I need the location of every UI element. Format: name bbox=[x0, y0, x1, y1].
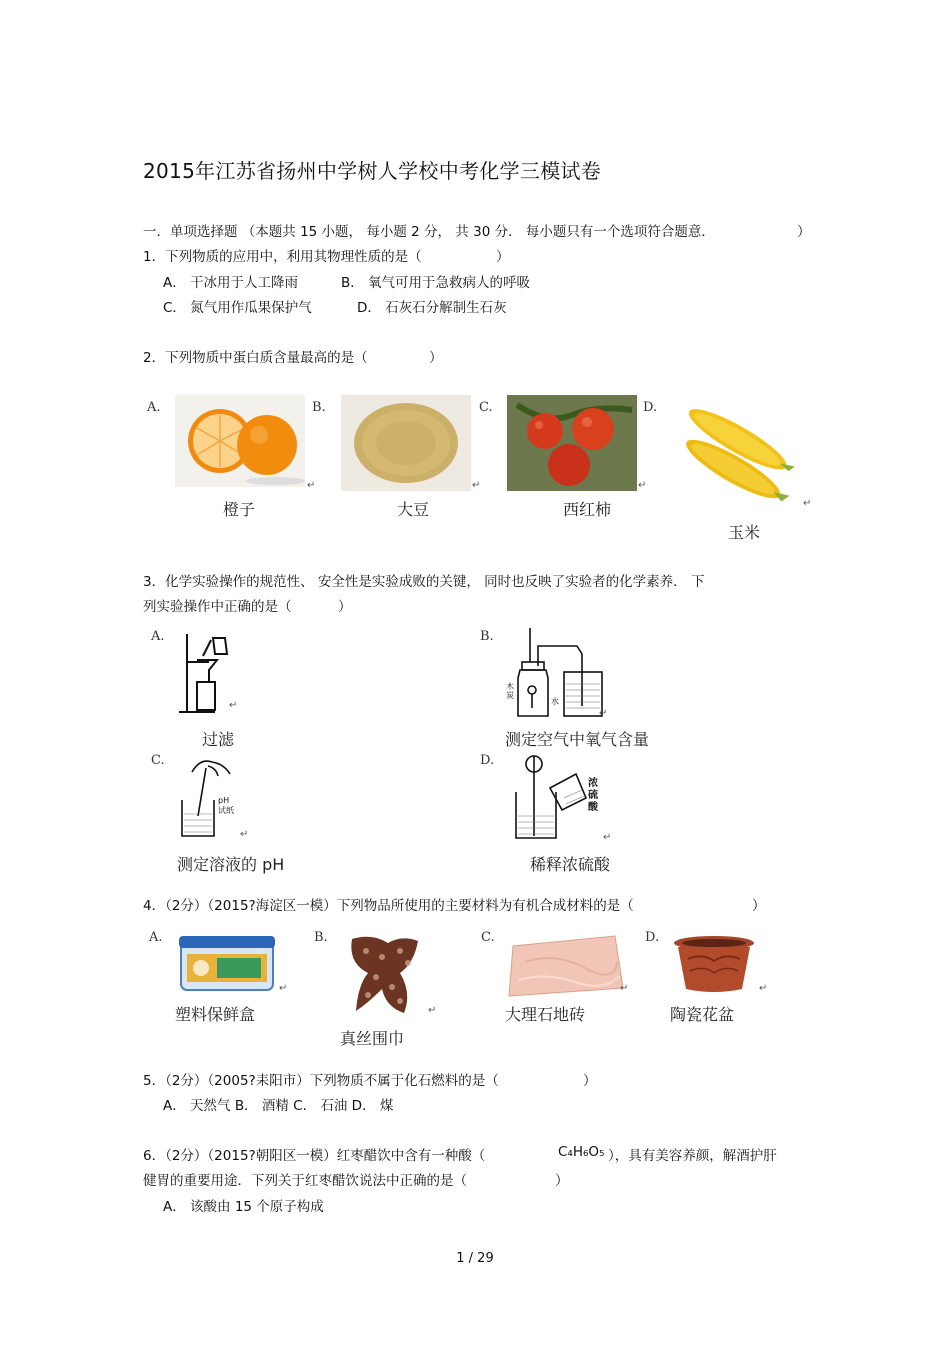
q3-letter-c: C. bbox=[151, 753, 165, 768]
q2-label-d: 玉米 bbox=[728, 523, 761, 542]
section-heading-close: ） bbox=[797, 224, 811, 240]
q3-label-c: 测定溶液的 pH bbox=[177, 855, 285, 874]
q4-label-d: 陶瓷花盆 bbox=[670, 1005, 735, 1024]
section-heading-prefix: 一．单项选择题 bbox=[143, 224, 238, 240]
q3-b-water-mark: 水 bbox=[551, 697, 559, 706]
q1-stem: 1．下列物质的应用中，利用其物理性质的是（ bbox=[143, 249, 422, 265]
page-number: 1 / 29 bbox=[456, 1251, 494, 1266]
q1-option-d: D． 石灰石分解制生石灰 bbox=[357, 300, 507, 316]
q2-label-b: 大豆 bbox=[397, 500, 430, 519]
orange-image bbox=[175, 395, 305, 487]
q5-stem: 5．（2分）（2005?耒阳市）下列物质不属于化石燃料的是（ bbox=[143, 1073, 499, 1089]
marble-tile-image bbox=[505, 932, 625, 1000]
ceramic-pot-image bbox=[672, 933, 757, 995]
q3-letter-b: B. bbox=[480, 629, 494, 644]
q6-option-a: A． 该酸由 15 个原子构成 bbox=[163, 1199, 324, 1215]
q3-label-b: 测定空气中氧气含量 bbox=[505, 730, 650, 749]
q4-letter-d: D. bbox=[645, 930, 660, 945]
q2-letter-d: D. bbox=[643, 400, 658, 415]
corn-image bbox=[671, 407, 801, 507]
dilute-acid-diagram bbox=[512, 752, 592, 844]
q3-letter-a: A. bbox=[151, 629, 165, 644]
q6-close: ） bbox=[555, 1173, 569, 1189]
q6-formula: C₄H₆O₅ bbox=[558, 1144, 605, 1160]
q4-stem: 4．（2分）（2015?海淀区一模）下列物品所使用的主要材料为有机合成材料的是（ bbox=[143, 898, 634, 914]
q6-stem-line2: 健胃的重要用途．下列关于红枣醋饮说法中正确的是（ bbox=[143, 1173, 467, 1189]
q1-option-a: A． 干冰用于人工降雨 bbox=[163, 275, 299, 291]
q4-letter-c: C. bbox=[481, 930, 495, 945]
q3-label-a: 过滤 bbox=[202, 730, 235, 749]
section-heading bbox=[143, 220, 715, 240]
q3-d-acid-mark: 浓硫酸 bbox=[588, 778, 598, 813]
q4-label-a: 塑料保鲜盒 bbox=[175, 1005, 256, 1024]
q4-letter-b: B. bbox=[314, 930, 328, 945]
q6-stem-b: ），具有美容养颜，解酒护肝 bbox=[608, 1148, 777, 1164]
plastic-box-image bbox=[177, 932, 277, 994]
q4-letter-a: A. bbox=[149, 930, 163, 945]
q1-option-b: B． 氧气可用于急救病人的呼吸 bbox=[341, 275, 531, 291]
q3-b-carbon-mark: 木炭 bbox=[506, 682, 514, 700]
q5-options: A． 天然气 B． 酒精 C． 石油 D． 煤 bbox=[163, 1098, 394, 1114]
q2-letter-a: A. bbox=[147, 400, 161, 415]
q3-c-ph-paper-mark: pH试纸 bbox=[218, 796, 234, 815]
q2-label-a: 橙子 bbox=[223, 500, 256, 519]
silk-scarf-image bbox=[342, 933, 424, 1017]
q3-close: ） bbox=[338, 599, 352, 615]
q2-close: ） bbox=[429, 350, 443, 366]
q6-stem-a: 6．（2分）（2015?朝阳区一模）红枣醋饮中含有一种酸（ bbox=[143, 1148, 486, 1164]
q2-stem: 2．下列物质中蛋白质含量最高的是（ bbox=[143, 350, 368, 366]
q2-letter-c: C. bbox=[479, 400, 493, 415]
tomato-image bbox=[507, 395, 637, 491]
q4-label-c: 大理石地砖 bbox=[505, 1005, 586, 1024]
q3-stem-line2: 列实验操作中正确的是（ bbox=[143, 599, 292, 615]
q2-label-c: 西红柿 bbox=[563, 500, 612, 519]
q4-label-b: 真丝围巾 bbox=[340, 1029, 405, 1048]
q3-letter-d: D. bbox=[480, 753, 495, 768]
q1-close: ） bbox=[496, 249, 510, 265]
filtration-diagram bbox=[175, 630, 235, 718]
section-heading-detail: （本题共 15 小题， 每小题 2 分， 共 30 分． 每小题只有一个选项符合题意． bbox=[241, 224, 715, 240]
q4-close: ） bbox=[752, 898, 766, 914]
q5-close: ） bbox=[583, 1073, 597, 1089]
q3-label-d: 稀释浓硫酸 bbox=[530, 855, 611, 874]
q3-stem-line1: 3．化学实验操作的规范性、 安全性是实验成败的关键， 同时也反映了实验者的化学素养． 下 bbox=[143, 574, 705, 590]
q1-option-c: C． 氮气用作瓜果保护气 bbox=[163, 300, 312, 316]
soybean-image bbox=[341, 395, 471, 491]
q2-letter-b: B. bbox=[312, 400, 326, 415]
oxygen-measure-diagram bbox=[502, 628, 607, 723]
page-title: 2015年江苏省扬州中学树人学校中考化学三模试卷 bbox=[143, 159, 602, 183]
